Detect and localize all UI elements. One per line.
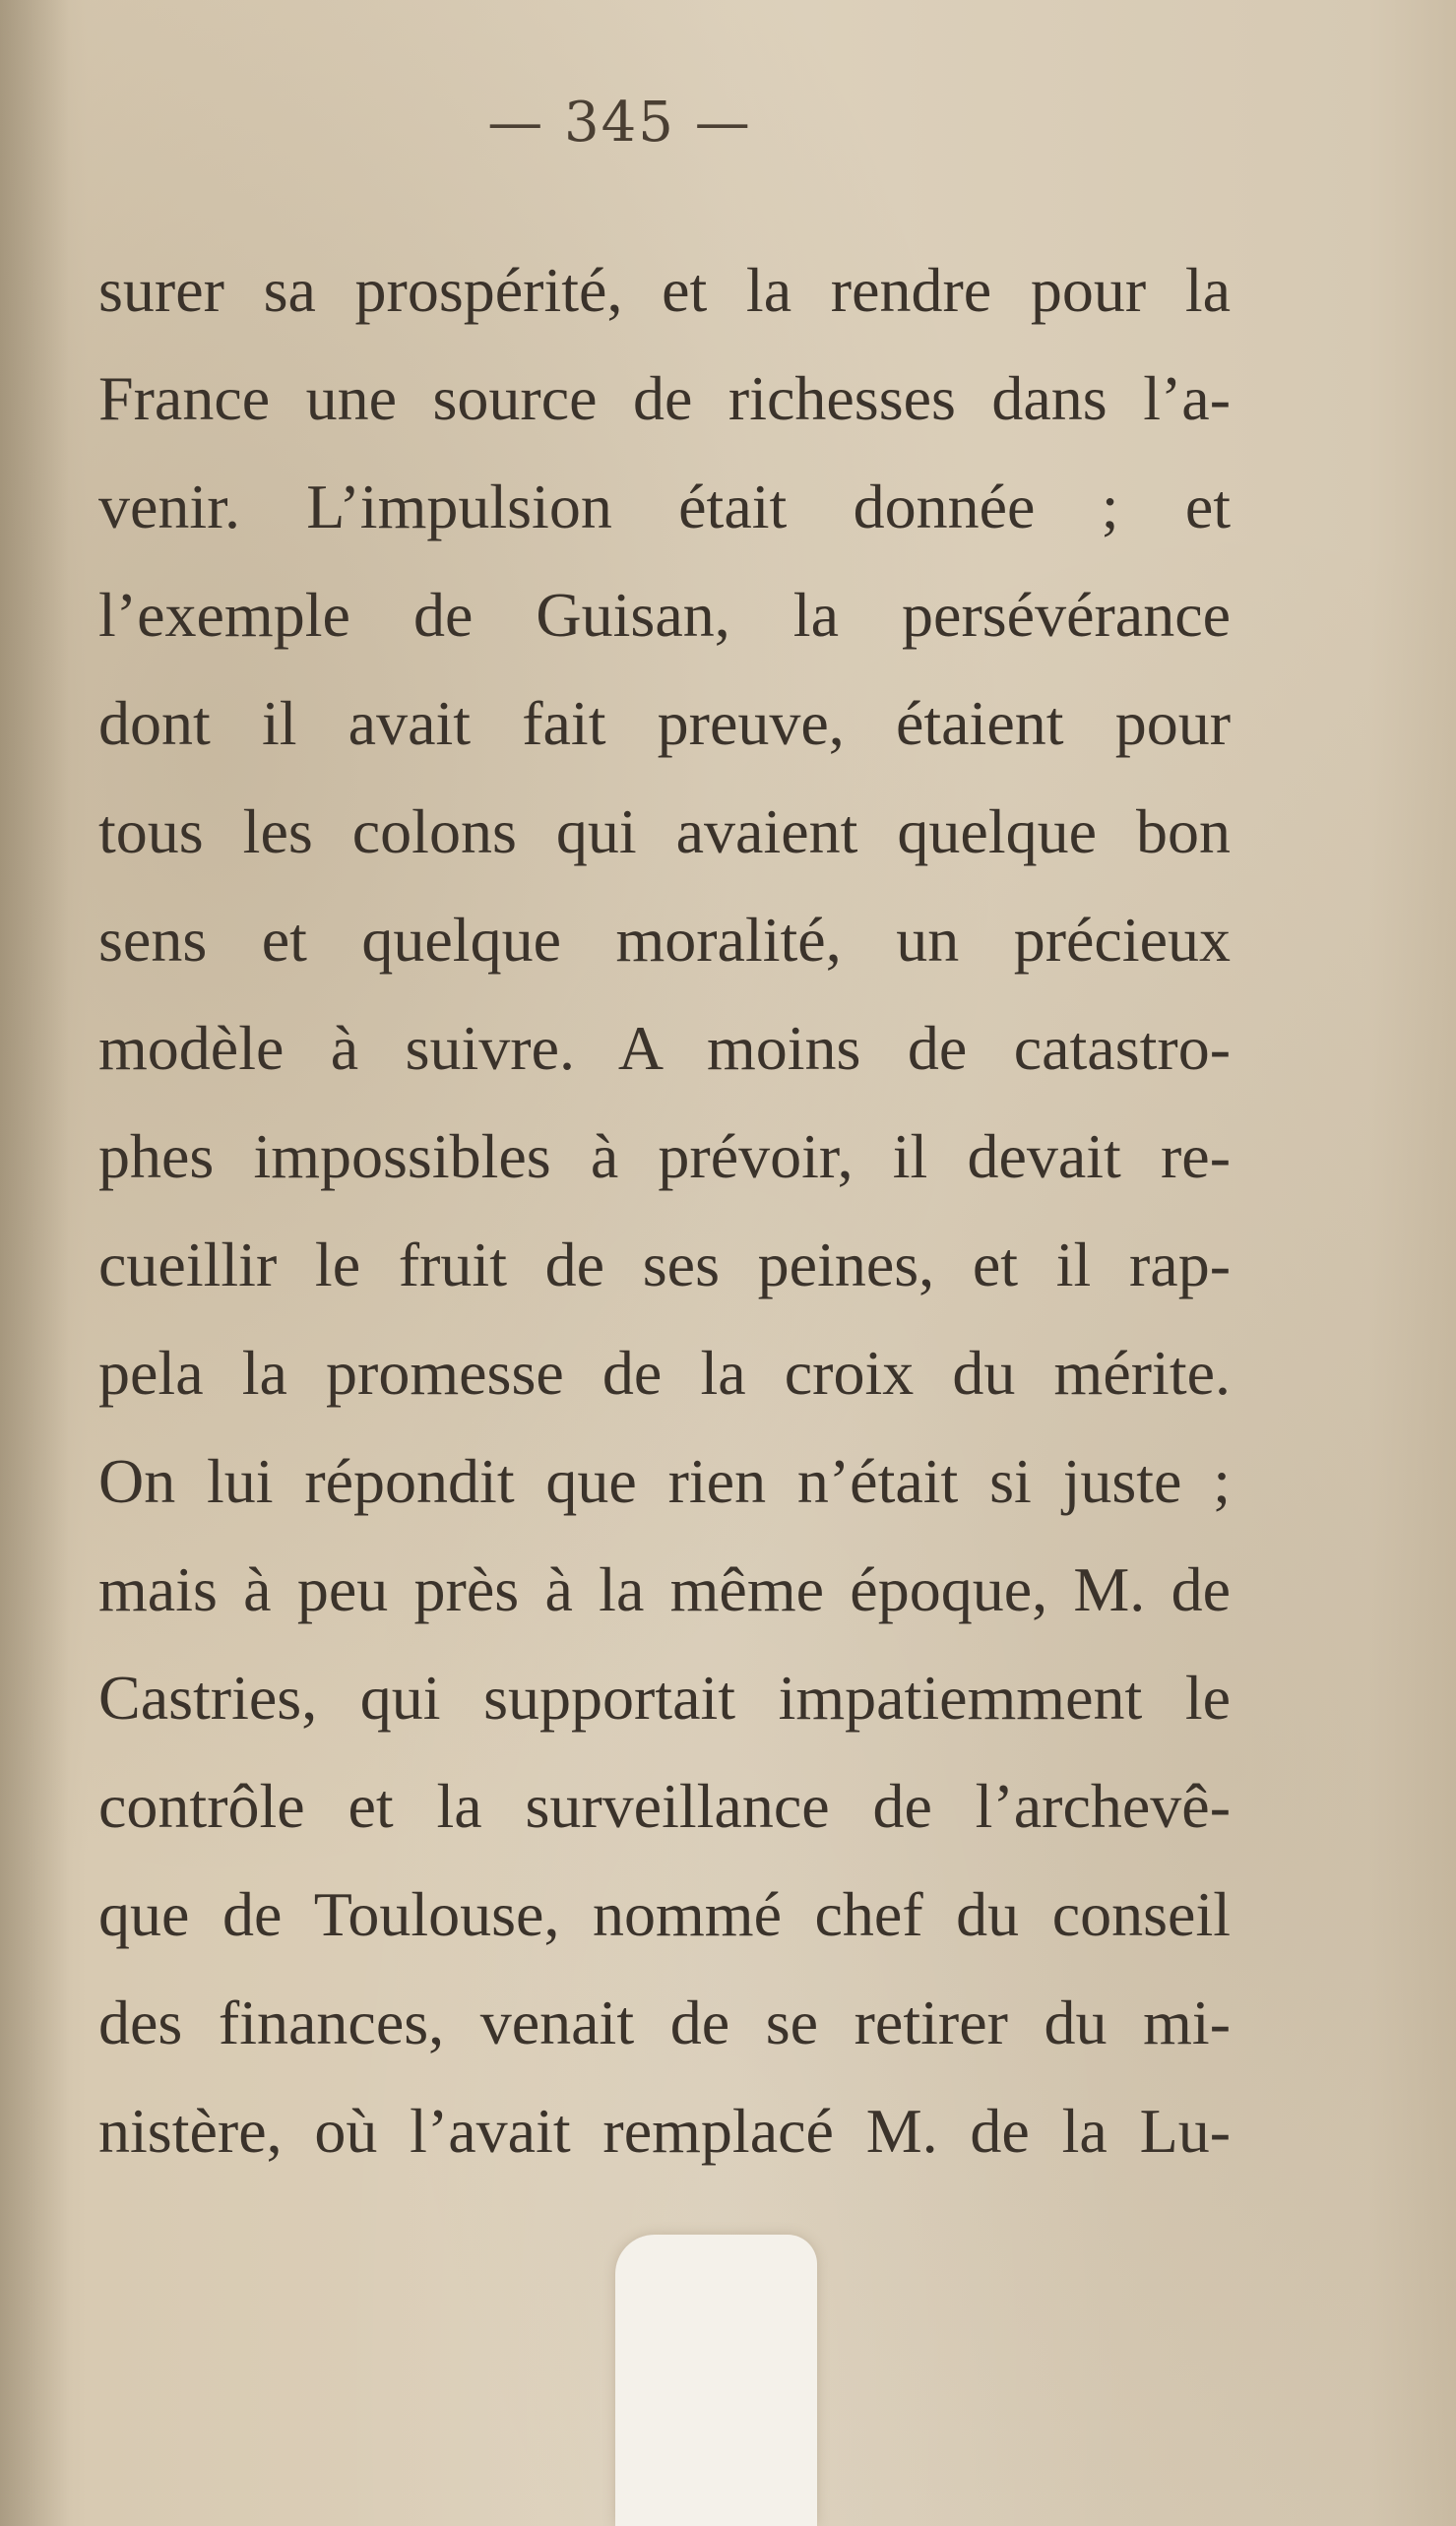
text-line: cueillir le fruit de ses peines, et il rap- — [98, 1230, 1231, 1299]
text-line: mais à peu près à la même époque, M. de — [98, 1554, 1231, 1624]
torn-paper-patch — [615, 2235, 817, 2526]
text-line: sens et quelque moralité, un précieux — [98, 905, 1231, 975]
body-text — [98, 236, 1231, 2185]
text-line: des finances, venait de se retirer du mi- — [98, 1988, 1231, 2057]
text-line: nistère, où l’avait remplacé M. de la Lu- — [98, 2096, 1231, 2166]
text-line: dont il avait fait preuve, étaient pour — [98, 688, 1231, 758]
text-line: On lui répondit que rien n’était si juste ; — [98, 1446, 1231, 1516]
text-line: l’exemple de Guisan, la persévérance — [98, 580, 1231, 650]
text-line: surer sa prospérité, et la rendre pour la — [98, 255, 1231, 325]
text-line: que de Toulouse, nommé chef du conseil — [98, 1879, 1231, 1949]
text-line: contrôle et la surveillance de l’archevê- — [98, 1771, 1231, 1841]
text-line: Castries, qui supportait impatiemment le — [98, 1663, 1231, 1733]
text-line: pela la promesse de la croix du mérite. — [98, 1338, 1231, 1408]
text-line: venir. L’impulsion était donnée ; et — [98, 472, 1231, 541]
text-line: tous les colons qui avaient quelque bon — [98, 796, 1231, 866]
text-line: phes impossibles à prévoir, il devait re- — [98, 1121, 1231, 1191]
text-line: modèle à suivre. A moins de catastro- — [98, 1013, 1231, 1083]
text-line: France une source de richesses dans l’a- — [98, 363, 1231, 433]
page-edge-shadow — [0, 0, 69, 2526]
page-number: — 345 — — [487, 91, 752, 155]
